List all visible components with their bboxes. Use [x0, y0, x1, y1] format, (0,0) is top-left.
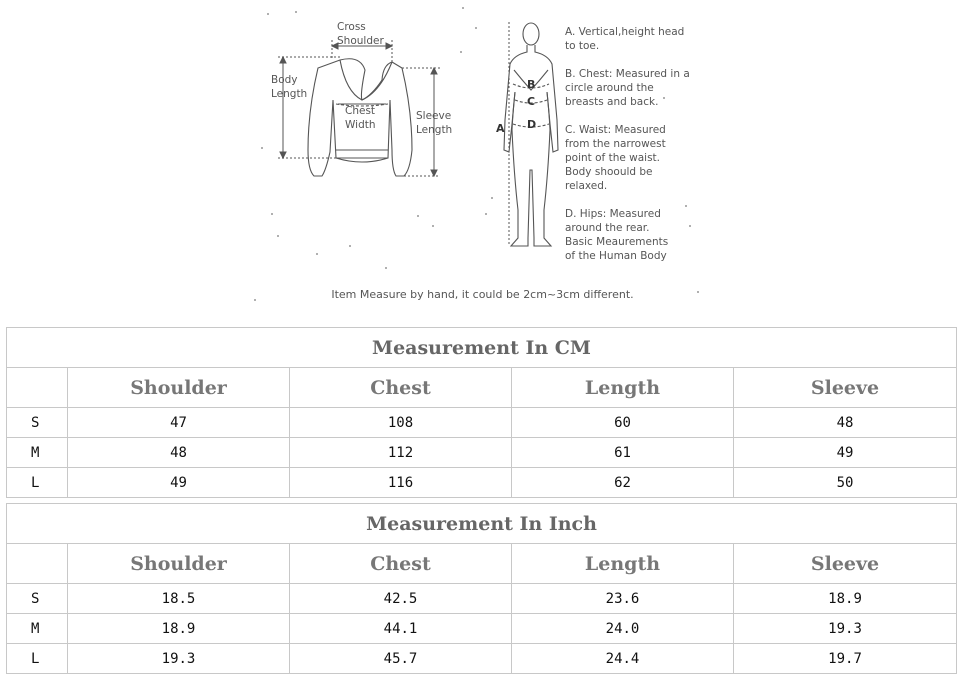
shoulder-value: 19.3: [68, 644, 290, 674]
instruction-c: C. Waist: Measured from the narrowest point of the waist. Body shoould be relaxed.: [565, 124, 666, 192]
table-row: [7, 644, 957, 674]
instruction-d: D. Hips: Measured around the rear. Basic Meaurements of the Human Body: [565, 208, 669, 262]
instruction-b: B. Chest: Measured in a circle around the breasts and back.: [565, 68, 690, 108]
header-length: Length: [512, 544, 734, 584]
length-value: 24.4: [512, 644, 734, 674]
header-sleeve: Sleeve: [734, 544, 957, 584]
size-label: M: [7, 438, 68, 468]
body-letter-d: D: [527, 118, 537, 131]
header-shoulder: Shoulder: [68, 544, 290, 584]
size-table-cm: [6, 327, 957, 498]
instruction-a: A. Vertical,height head to toe.: [565, 26, 685, 52]
length-value: 60: [512, 408, 734, 438]
measurement-guide: [0, 0, 965, 320]
body-letter-a: A: [496, 122, 505, 135]
size-label: S: [7, 584, 68, 614]
chest-value: 45.7: [290, 644, 512, 674]
shoulder-value: 48: [68, 438, 290, 468]
sleeve-value: 19.7: [734, 644, 957, 674]
size-label: L: [7, 468, 68, 498]
size-label: L: [7, 644, 68, 674]
table-header-row: [7, 368, 957, 408]
sleeve-value: 50: [734, 468, 957, 498]
cross-shoulder-label: Cross Shoulder: [337, 21, 384, 47]
header-blank: [7, 368, 68, 408]
size-label: M: [7, 614, 68, 644]
table-row: [7, 408, 957, 438]
shoulder-value: 47: [68, 408, 290, 438]
body-length-label: Body Length: [271, 74, 308, 100]
size-table-inch: [6, 503, 957, 674]
sleeve-value: 18.9: [734, 584, 957, 614]
table-row: [7, 468, 957, 498]
sleeve-value: 49: [734, 438, 957, 468]
header-chest: Chest: [290, 544, 512, 584]
length-value: 61: [512, 438, 734, 468]
chest-value: 108: [290, 408, 512, 438]
garment-and-body-illustration: [0, 0, 965, 320]
chest-value: 116: [290, 468, 512, 498]
shoulder-value: 18.9: [68, 614, 290, 644]
size-label: S: [7, 408, 68, 438]
shoulder-value: 18.5: [68, 584, 290, 614]
sleeve-length-label: Sleeve Length: [416, 110, 453, 136]
body-letter-b: B: [527, 78, 536, 91]
sleeve-value: 19.3: [734, 614, 957, 644]
length-value: 24.0: [512, 614, 734, 644]
header-length: Length: [512, 368, 734, 408]
length-value: 23.6: [512, 584, 734, 614]
chest-width-label: Chest Width: [345, 105, 376, 131]
table-row: [7, 584, 957, 614]
table-row: [7, 438, 957, 468]
header-shoulder: Shoulder: [68, 368, 290, 408]
length-value: 62: [512, 468, 734, 498]
body-letter-c: C: [527, 95, 536, 108]
table-title: Measurement In Inch: [7, 504, 957, 544]
chest-value: 42.5: [290, 584, 512, 614]
table-header-row: [7, 544, 957, 584]
body-illustration: [504, 23, 558, 246]
table-title: Measurement In CM: [7, 328, 957, 368]
measurement-note: Item Measure by hand, it could be 2cm~3cm different.: [331, 288, 634, 301]
header-blank: [7, 544, 68, 584]
table-row: [7, 614, 957, 644]
table-title-row: [7, 328, 957, 368]
shoulder-value: 49: [68, 468, 290, 498]
chest-value: 112: [290, 438, 512, 468]
sleeve-value: 48: [734, 408, 957, 438]
header-chest: Chest: [290, 368, 512, 408]
table-title-row: [7, 504, 957, 544]
header-sleeve: Sleeve: [734, 368, 957, 408]
chest-value: 44.1: [290, 614, 512, 644]
